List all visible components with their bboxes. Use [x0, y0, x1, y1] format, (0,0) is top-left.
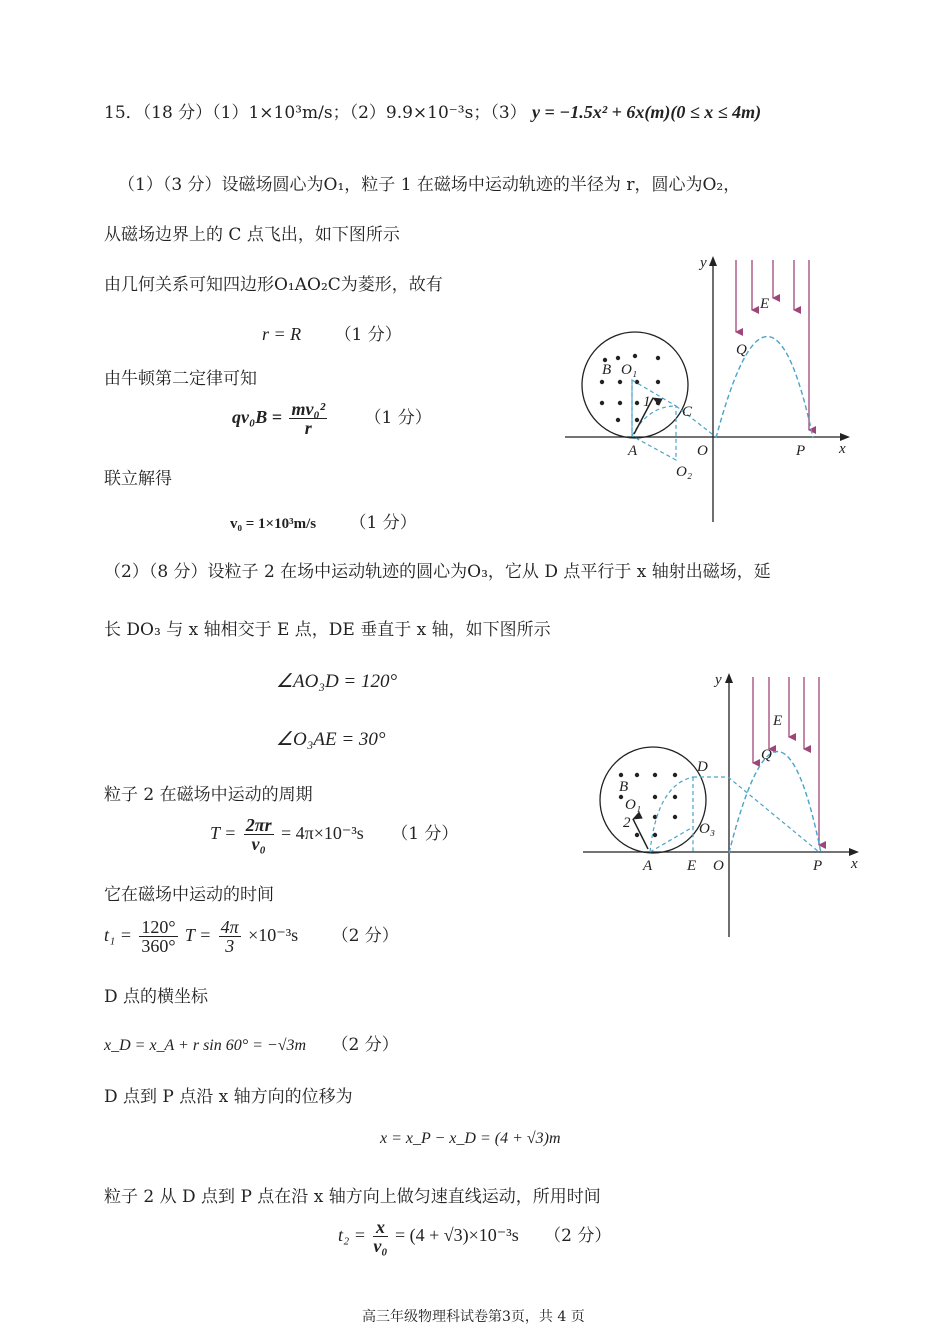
- eq-r: r = R: [262, 324, 302, 344]
- eq-T-num: 2πr: [245, 815, 272, 835]
- eq-t1-den2: 3: [225, 936, 235, 956]
- part1-newton: 由牛顿第二定律可知: [104, 369, 257, 389]
- eq-T-lhs: T =: [210, 823, 237, 843]
- parabola-trajectory: [716, 337, 813, 439]
- score: （2 分）: [331, 1035, 399, 1055]
- label-O1: O₁: [625, 797, 642, 813]
- figure-1: [560, 250, 860, 530]
- eq-xd-row: [104, 1030, 399, 1055]
- label-O: O: [713, 858, 724, 874]
- eq-t1-num2: 4π: [220, 917, 239, 937]
- part1-solve: 联立解得: [104, 469, 172, 489]
- eq-newton-den: r: [304, 418, 312, 438]
- eq-r-row: [262, 320, 402, 345]
- eq-t1-fraction-1: [139, 918, 177, 955]
- magnetic-field-region: [582, 332, 688, 438]
- eq-newton-num: mv₀²: [291, 399, 326, 419]
- label-y: y: [700, 255, 707, 271]
- x-axis: [583, 848, 859, 856]
- eq-T-rhs: = 4π×10⁻³s: [281, 823, 364, 843]
- score: （1 分）: [334, 325, 402, 345]
- eq-t2-lhs: t₂ =: [338, 1225, 366, 1245]
- y-axis: [709, 256, 717, 522]
- label-E-top: E: [773, 713, 783, 729]
- displacement-label: D 点到 P 点沿 x 轴方向的位移为: [104, 1087, 353, 1107]
- label-D: D: [697, 759, 708, 775]
- eq-t1-rhs: ×10⁻³s: [248, 925, 299, 945]
- eq-t1-mid: T =: [184, 925, 212, 945]
- label-Q: Q: [736, 342, 747, 358]
- score: （2 分）: [544, 1226, 612, 1246]
- electric-field-arrows: [736, 260, 809, 430]
- eq-xd: x_D = x_A + r sin 60° = −√3m: [104, 1037, 307, 1054]
- part1-intro-a: （1）（3 分）设磁场圆心为O₁，粒子 1 在磁场中运动轨迹的半径为 r，圆心为O₂，: [118, 175, 741, 195]
- parabola-trajectory: [729, 752, 821, 854]
- answer-3: y = −1.5x² + 6x(m)(0 ≤ x ≤ 4m): [532, 102, 762, 122]
- particle-2-path: [728, 777, 819, 852]
- label-A: A: [628, 443, 638, 459]
- label-O1: O₁: [621, 362, 638, 378]
- eq-t1-row: [104, 918, 399, 955]
- part2-intro-a: （2）（8 分）设粒子 2 在场中运动轨迹的圆心为O₃，它从 D 点平行于 x 轴射出磁场，延: [104, 562, 771, 582]
- answer-1: 1×10³m/s；（2）: [248, 103, 386, 123]
- problem-number: 15．（18 分）（1）: [104, 103, 249, 123]
- eq-t1-lhs: t₁ =: [104, 925, 132, 945]
- eq-t2-num: x: [373, 1218, 387, 1237]
- eq-T-row: [210, 816, 458, 853]
- label-E: E: [687, 858, 697, 874]
- score: （1 分）: [349, 513, 417, 533]
- eq-v0: v₀ = 1×10³m/s: [230, 516, 317, 532]
- eq-t1-num1: 120°: [141, 917, 176, 937]
- part1-intro-b: 从磁场边界上的 C 点飞出，如下图所示: [104, 225, 400, 245]
- eq-v0-row: [230, 508, 417, 533]
- xd-label: D 点的横坐标: [104, 987, 209, 1007]
- label-C: C: [682, 404, 693, 420]
- x-axis: [565, 433, 850, 441]
- label-O2: O₂: [676, 464, 693, 480]
- eq-T-den: v₀: [251, 834, 266, 854]
- angle-AO3D: ∠AO₃D = 120°: [276, 671, 398, 692]
- label-P: P: [813, 858, 823, 874]
- eq-t2-row: [338, 1218, 611, 1255]
- period-label: 粒子 2 在磁场中运动的周期: [104, 785, 313, 805]
- eq-t1-fraction-2: [219, 918, 241, 955]
- eq-displacement: x = x_P − x_D = (4 + √3)m: [380, 1130, 561, 1147]
- label-E: E: [760, 296, 770, 312]
- label-y: y: [715, 672, 722, 688]
- part1-geometry: 由几何关系可知四边形O₁AO₂C为菱形，故有: [104, 275, 443, 295]
- label-x: x: [839, 441, 846, 457]
- part2-intro-b: 长 DO₃ 与 x 轴相交于 E 点，DE 垂直于 x 轴，如下图所示: [104, 620, 551, 640]
- answer-summary: [104, 98, 761, 123]
- eq-t2-den: v₀: [373, 1236, 388, 1256]
- label-Q: Q: [761, 747, 772, 763]
- eq-t1-den1: 360°: [141, 936, 176, 956]
- score: （1 分）: [391, 824, 459, 844]
- magnetic-field-region: [600, 747, 706, 853]
- label-1: 1: [643, 394, 651, 410]
- label-A: A: [643, 858, 653, 874]
- score: （1 分）: [364, 408, 432, 428]
- page-footer: 高三年级物理科试卷第3页，共 4 页: [362, 1309, 585, 1325]
- figure-2: [575, 665, 875, 945]
- time-label: 它在磁场中运动的时间: [104, 885, 274, 905]
- angle-O3AE: ∠O₃AE = 30°: [276, 729, 386, 750]
- label-P: P: [796, 443, 806, 459]
- label-O: O: [697, 443, 708, 459]
- eq-t2-rhs: = (4 + √3)×10⁻³s: [394, 1225, 519, 1245]
- label-2: 2: [623, 815, 631, 831]
- construction-lines: [650, 777, 728, 852]
- label-O3: O₃: [699, 821, 716, 837]
- eq-T-fraction: [244, 816, 274, 853]
- y-axis: [725, 673, 733, 937]
- score: （2 分）: [331, 926, 399, 946]
- eq-newton-fraction: [289, 400, 327, 437]
- label-B: B: [602, 362, 612, 378]
- eq-t2-fraction: [373, 1218, 387, 1255]
- label-B: B: [619, 779, 629, 795]
- label-x: x: [851, 856, 858, 872]
- eq-newton-row: [232, 400, 432, 437]
- eq-newton-lhs: qv₀B =: [232, 407, 283, 427]
- answer-2: 9.9×10⁻³s；（3）: [385, 103, 527, 123]
- motion-label: 粒子 2 从 D 点到 P 点在沿 x 轴方向上做匀速直线运动，所用时间: [104, 1187, 601, 1207]
